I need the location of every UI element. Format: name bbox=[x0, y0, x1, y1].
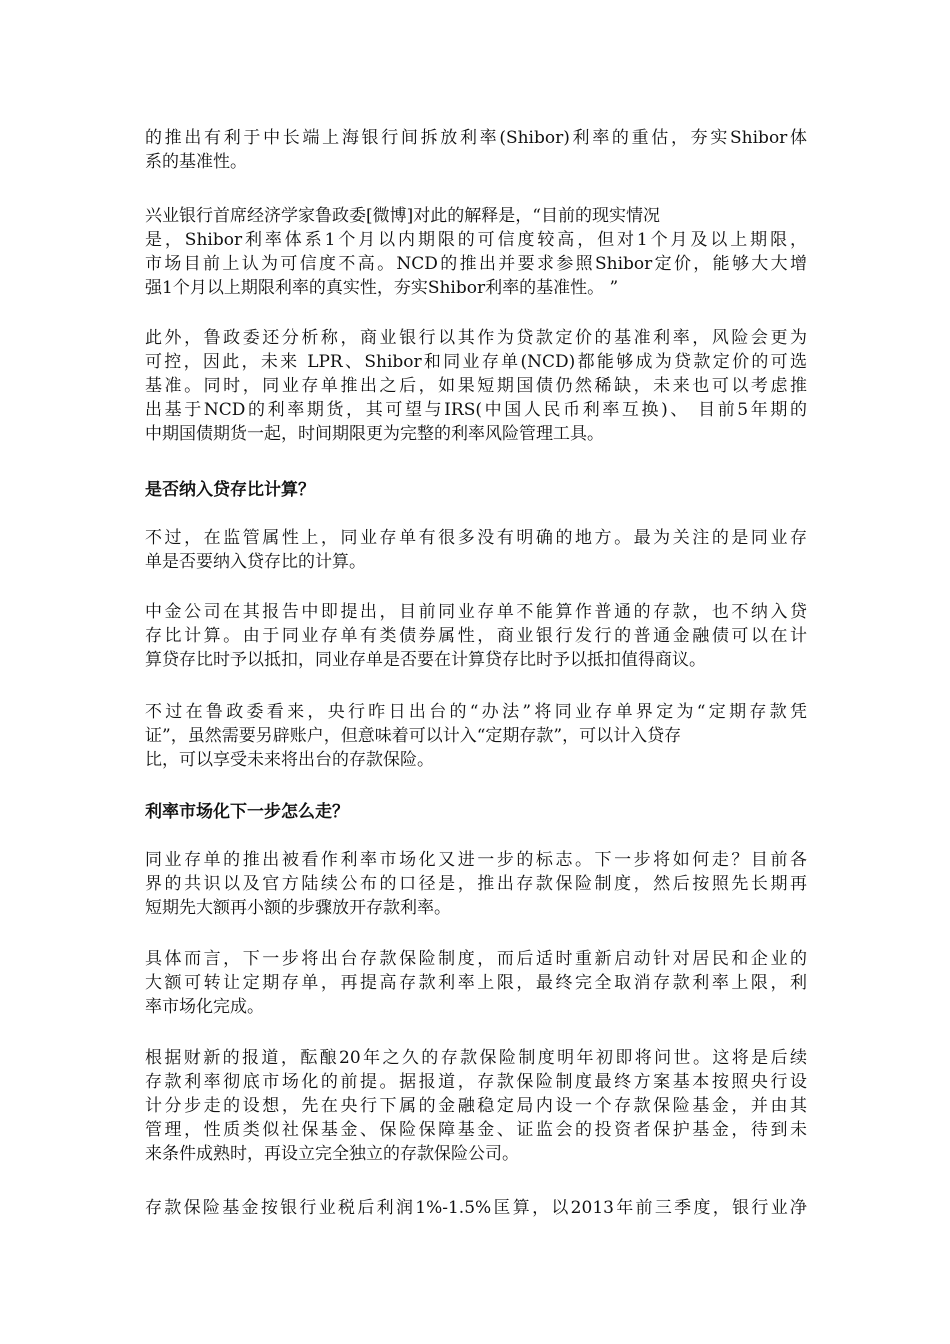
paragraph-market-reform-sign bbox=[145, 848, 807, 920]
text-line: 界的共识以及官方陆续公布的口径是，推出存款保险制度，然后按照先长期再 bbox=[145, 874, 807, 894]
text-line: 中期国债期货一起，时间期限更为完整的利率风险管理工具。 bbox=[145, 424, 604, 444]
text-line: 根据财新的报道，酝酿20年之久的存款保险制度明年初即将问世。这将是后续 bbox=[145, 1048, 807, 1068]
text-line: 存款保险基金按银行业税后利润1%-1.5%匡算，以2013年前三季度，银行业净 bbox=[145, 1198, 807, 1218]
text-line: 比，可以享受未来将出台的存款保险。 bbox=[145, 750, 434, 770]
text-line: 不过，在监管属性上，同业存单有很多没有明确的地方。最为关注的是同业存 bbox=[145, 528, 807, 548]
text-line: 兴业银行首席经济学家鲁政委[微博]对此的解释是，“目前的现实情况 bbox=[145, 206, 660, 226]
paragraph-loan-pricing-benchmark bbox=[145, 326, 807, 446]
text-line: 算贷存比时予以抵扣，同业存单是否要在计算贷存比时予以抵扣值得商议。 bbox=[145, 650, 706, 670]
text-line: 单是否要纳入贷存比的计算。 bbox=[145, 552, 366, 572]
text-line: 短期先大额再小额的步骤放开存款利率。 bbox=[145, 898, 451, 918]
text-line: 计分步走的设想，先在央行下属的金融稳定局内设一个存款保险基金，并由其 bbox=[145, 1096, 807, 1116]
text-line: 存款利率彻底市场化的前提。据报道，存款保险制度最终方案基本按照央行设 bbox=[145, 1072, 807, 1092]
text-line: 可控，因此，未来 LPR、Shibor和同业存单(NCD)都能够成为贷款定价的可选 bbox=[145, 352, 807, 372]
paragraph-shibor-revaluation bbox=[145, 126, 807, 174]
text-line: 出基于NCD的利率期货，其可望与IRS(中国人民币利率互换)、 目前5年期的 bbox=[145, 400, 807, 420]
text-line: 基准。同时，同业存单推出之后，如果短期国债仍然稀缺，未来也可以考虑推 bbox=[145, 376, 807, 396]
paragraph-fixed-deposit-certificate bbox=[145, 700, 807, 772]
text-line: 来条件成熟时，再设立完全独立的存款保险公司。 bbox=[145, 1144, 519, 1164]
section-heading-loan-deposit-ratio: 是否纳入贷存比计算？ bbox=[145, 480, 315, 500]
text-line: 系的基准性。 bbox=[145, 152, 247, 172]
text-line: 率市场化完成。 bbox=[145, 997, 264, 1017]
text-line: 是，Shibor利率体系1个月以内期限的可信度较高，但对1个月及以上期限， bbox=[145, 230, 807, 250]
section-heading-next-step: 利率市场化下一步怎么走？ bbox=[145, 802, 349, 822]
text-line: 中金公司在其报告中即提出，目前同业存单不能算作普通的存款，也不纳入贷 bbox=[145, 602, 807, 622]
paragraph-insurance-fund-estimate bbox=[145, 1196, 807, 1220]
paragraph-regulatory-attributes bbox=[145, 526, 807, 574]
paragraph-caixin-report bbox=[145, 1046, 807, 1166]
text-line: 具体而言，下一步将出台存款保险制度，而后适时重新启动针对居民和企业的 bbox=[145, 949, 807, 969]
text-line: 此外，鲁政委还分析称，商业银行以其作为贷款定价的基准利率，风险会更为 bbox=[145, 328, 807, 348]
text-line: 管理，性质类似社保基金、保险保障基金、证监会的投资者保护基金，待到未 bbox=[145, 1120, 807, 1140]
paragraph-lu-zhengwei-quote bbox=[145, 204, 807, 300]
text-line: 同业存单的推出被看作利率市场化又进一步的标志。下一步将如何走？目前各 bbox=[145, 850, 807, 870]
text-line: 市场目前上认为可信度不高。NCD的推出并要求参照Shibor定价，能够大大增 bbox=[145, 254, 807, 274]
text-line: 的推出有利于中长端上海银行间拆放利率(Shibor)利率的重估，夯实Shibor体 bbox=[145, 128, 807, 148]
text-line: 不过在鲁政委看来，央行昨日出台的“办法”将同业存单界定为“定期存款凭 bbox=[145, 702, 807, 722]
text-line: 存比计算。由于同业存单有类债券属性，商业银行发行的普通金融债可以在计 bbox=[145, 626, 807, 646]
text-line: 大额可转让定期存单，再提高存款利率上限，最终完全取消存款利率上限，利 bbox=[145, 973, 807, 993]
paragraph-cicc-report bbox=[145, 600, 807, 672]
paragraph-deposit-insurance-steps bbox=[145, 947, 807, 1019]
text-line: 证”，虽然需要另辟账户，但意味着可以计入“定期存款”，可以计入贷存 bbox=[145, 726, 682, 746]
text-line: 强1个月以上期限利率的真实性，夯实Shibor利率的基准性。 ” bbox=[145, 278, 619, 298]
